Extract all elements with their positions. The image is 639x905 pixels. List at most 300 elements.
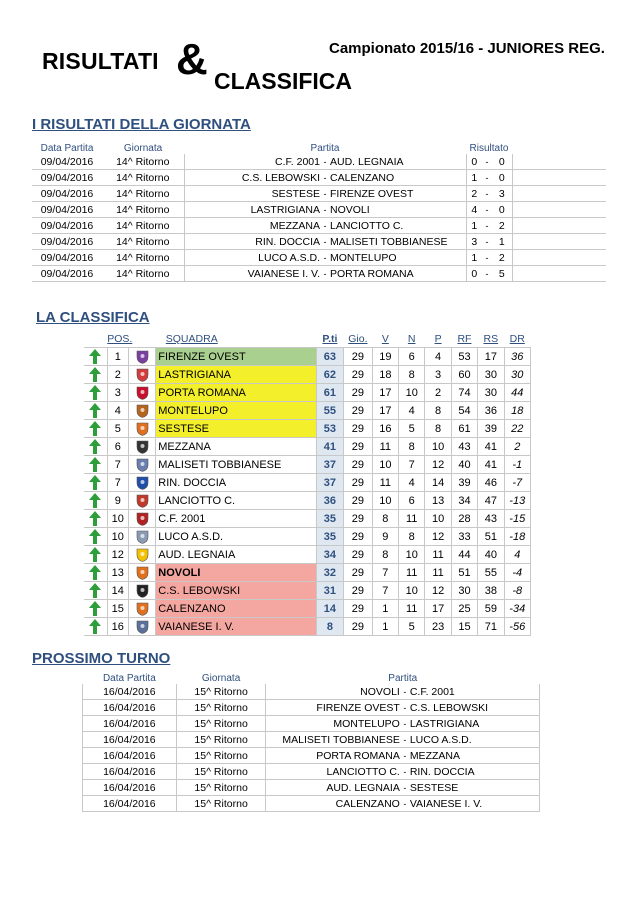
wins: 10: [372, 456, 398, 474]
team-name: NOVOLI: [156, 564, 316, 582]
away-team: AUD. LEGNAIA: [330, 154, 466, 170]
goals-against: 41: [478, 456, 504, 474]
match-date: 16/04/2016: [83, 716, 177, 732]
home-team: LASTRIGIANA: [184, 202, 320, 218]
up-arrow-icon: [89, 457, 101, 472]
goals-for: 60: [451, 366, 477, 384]
away-team: C.S. LEBOWSKI: [410, 700, 540, 716]
goals-for: 33: [451, 528, 477, 546]
table-row: [84, 564, 531, 582]
team-logo-cell: [128, 618, 155, 636]
table-row: [84, 510, 531, 528]
losses: 11: [425, 564, 451, 582]
shield-purple-icon: [136, 350, 149, 364]
wins: 18: [372, 366, 398, 384]
trend-cell: [84, 402, 107, 420]
points: 62: [316, 366, 343, 384]
spacer: [512, 234, 606, 250]
up-arrow-icon: [89, 349, 101, 364]
trend-cell: [84, 456, 107, 474]
position: 7: [107, 474, 128, 492]
goals-for: 43: [451, 438, 477, 456]
losses: 12: [425, 582, 451, 600]
spacer: [512, 202, 606, 218]
col-gio: Gio.: [348, 333, 368, 345]
col-pti: P.ti: [322, 333, 338, 345]
away-team: MALISETI TOBBIANESE: [330, 234, 466, 250]
match-giornata: 14^ Ritorno: [102, 234, 184, 250]
spacer: [512, 266, 606, 282]
table-row: [32, 170, 606, 186]
col-n: N: [407, 333, 416, 345]
wins: 19: [372, 348, 398, 366]
up-arrow-icon: [89, 403, 101, 418]
home-team: LUCO A.S.D.: [184, 250, 320, 266]
col-dr: DR: [509, 333, 525, 345]
goals-for: 34: [451, 492, 477, 510]
table-row: [84, 492, 531, 510]
away-team: MONTELUPO: [330, 250, 466, 266]
prossimo-heading: PROSSIMO TURNO: [32, 650, 171, 667]
goal-difference: -34: [504, 600, 530, 618]
separator: -: [400, 796, 410, 812]
away-goals: 5: [492, 266, 512, 282]
home-team: VAIANESE I. V.: [184, 266, 320, 282]
position: 4: [107, 402, 128, 420]
separator: -: [400, 700, 410, 716]
prossimo-table: [82, 672, 540, 812]
games: 29: [344, 384, 373, 402]
position: 12: [107, 546, 128, 564]
spacer: [512, 170, 606, 186]
points: 8: [316, 618, 343, 636]
wins: 8: [372, 546, 398, 564]
goal-difference: -56: [504, 618, 530, 636]
home-team: C.F. 2001: [184, 154, 320, 170]
trend-cell: [84, 528, 107, 546]
losses: 12: [425, 456, 451, 474]
match-date: 09/04/2016: [32, 250, 102, 266]
draws: 6: [399, 348, 425, 366]
goal-difference: 36: [504, 348, 530, 366]
table-row: [84, 438, 531, 456]
table-row: [32, 218, 606, 234]
team-name: MEZZANA: [156, 438, 316, 456]
col-rs: RS: [483, 333, 499, 345]
up-arrow-icon: [89, 385, 101, 400]
losses: 11: [425, 546, 451, 564]
games: 29: [344, 474, 373, 492]
team-logo-cell: [128, 564, 155, 582]
classifica-heading: LA CLASSIFICA: [36, 309, 150, 326]
goals-for: 51: [451, 564, 477, 582]
separator: -: [482, 202, 492, 218]
team-logo-cell: [128, 384, 155, 402]
points: 61: [316, 384, 343, 402]
position: 1: [107, 348, 128, 366]
points: 37: [316, 474, 343, 492]
up-arrow-icon: [89, 565, 101, 580]
goals-for: 15: [451, 618, 477, 636]
goal-difference: -15: [504, 510, 530, 528]
draws: 11: [399, 600, 425, 618]
home-team: C.S. LEBOWSKI: [184, 170, 320, 186]
separator: -: [320, 154, 330, 170]
goals-against: 43: [478, 510, 504, 528]
position: 10: [107, 528, 128, 546]
home-team: SESTESE: [184, 186, 320, 202]
goals-against: 51: [478, 528, 504, 546]
games: 29: [344, 510, 373, 528]
round-red-crest-icon: [136, 386, 149, 400]
team-name: C.S. LEBOWSKI: [156, 582, 316, 600]
spacer: [512, 250, 606, 266]
table-row: [84, 582, 531, 600]
goal-difference: 4: [504, 546, 530, 564]
match-date: 16/04/2016: [83, 796, 177, 812]
home-team: RIN. DOCCIA: [184, 234, 320, 250]
wins: 7: [372, 564, 398, 582]
losses: 23: [425, 618, 451, 636]
goals-against: 30: [478, 384, 504, 402]
up-arrow-icon: [89, 583, 101, 598]
trend-cell: [84, 420, 107, 438]
separator: -: [400, 716, 410, 732]
circle-crest-icon: [136, 530, 149, 544]
match-date: 16/04/2016: [83, 700, 177, 716]
home-team: LANCIOTTO C.: [266, 764, 400, 780]
goals-against: 38: [478, 582, 504, 600]
goal-difference: -4: [504, 564, 530, 582]
away-team: NOVOLI: [330, 202, 466, 218]
table-row: [84, 348, 531, 366]
trend-cell: [84, 510, 107, 528]
losses: 8: [425, 420, 451, 438]
table-row: [83, 764, 540, 780]
separator: -: [320, 234, 330, 250]
separator: -: [400, 764, 410, 780]
match-giornata: 15^ Ritorno: [176, 716, 266, 732]
draws: 4: [399, 402, 425, 420]
team-logo-cell: [128, 456, 155, 474]
up-arrow-icon: [89, 529, 101, 544]
games: 29: [344, 618, 373, 636]
col-rf: RF: [457, 333, 472, 345]
col-giornata: Giornata: [201, 672, 241, 684]
up-arrow-icon: [89, 547, 101, 562]
col-v: V: [381, 333, 389, 345]
goal-difference: -8: [504, 582, 530, 600]
team-logo-cell: [128, 510, 155, 528]
team-logo-cell: [128, 582, 155, 600]
col-data: Data Partita: [102, 672, 156, 684]
team-name: PORTA ROMANA: [156, 384, 316, 402]
team-logo-cell: [128, 438, 155, 456]
team-name: RIN. DOCCIA: [156, 474, 316, 492]
trend-cell: [84, 546, 107, 564]
home-team: AUD. LEGNAIA: [266, 780, 400, 796]
away-goals: 3: [492, 186, 512, 202]
table-row: [84, 546, 531, 564]
match-date: 09/04/2016: [32, 266, 102, 282]
campionato-label: Campionato 2015/16 - JUNIORES REG.: [329, 40, 605, 57]
match-giornata: 15^ Ritorno: [176, 684, 266, 700]
points: 31: [316, 582, 343, 600]
losses: 4: [425, 348, 451, 366]
col-partita: Partita: [388, 672, 418, 684]
draws: 7: [399, 456, 425, 474]
trend-cell: [84, 474, 107, 492]
goals-for: 28: [451, 510, 477, 528]
up-arrow-icon: [89, 619, 101, 634]
goals-for: 39: [451, 474, 477, 492]
team-logo-cell: [128, 474, 155, 492]
goal-difference: 18: [504, 402, 530, 420]
home-goals: 1: [466, 170, 482, 186]
wins: 8: [372, 510, 398, 528]
away-goals: 0: [492, 170, 512, 186]
title-ampersand: &: [176, 35, 208, 84]
match-giornata: 14^ Ritorno: [102, 186, 184, 202]
separator: -: [320, 170, 330, 186]
home-goals: 0: [466, 266, 482, 282]
wins: 10: [372, 492, 398, 510]
trend-cell: [84, 348, 107, 366]
spacer: [512, 186, 606, 202]
yellow-blue-flag-icon: [136, 548, 149, 562]
points: 35: [316, 510, 343, 528]
classifica-table: [84, 331, 531, 636]
team-name: AUD. LEGNAIA: [156, 546, 316, 564]
wins: 17: [372, 402, 398, 420]
separator: -: [400, 748, 410, 764]
col-pos: POS.: [107, 333, 133, 345]
separator: -: [482, 186, 492, 202]
wins: 17: [372, 384, 398, 402]
games: 29: [344, 420, 373, 438]
draws: 5: [399, 420, 425, 438]
match-giornata: 14^ Ritorno: [102, 154, 184, 170]
team-name: LUCO A.S.D.: [156, 528, 316, 546]
position: 2: [107, 366, 128, 384]
title-classifica: CLASSIFICA: [214, 68, 352, 94]
home-team: PORTA ROMANA: [266, 748, 400, 764]
table-row: [32, 234, 606, 250]
points: 32: [316, 564, 343, 582]
team-name: VAIANESE I. V.: [156, 618, 316, 636]
separator: -: [482, 218, 492, 234]
crown-crest-icon: [136, 458, 149, 472]
points: 55: [316, 402, 343, 420]
col-risultato: Risultato: [469, 142, 509, 154]
games: 29: [344, 348, 373, 366]
away-team: VAIANESE I. V.: [410, 796, 540, 812]
goals-against: 47: [478, 492, 504, 510]
up-arrow-icon: [89, 475, 101, 490]
up-arrow-icon: [89, 367, 101, 382]
losses: 8: [425, 402, 451, 420]
team-logo-cell: [128, 546, 155, 564]
red-blue-shield-icon: [136, 494, 149, 508]
draws: 8: [399, 438, 425, 456]
match-date: 09/04/2016: [32, 186, 102, 202]
goals-against: 36: [478, 402, 504, 420]
goals-for: 40: [451, 456, 477, 474]
team-logo-cell: [128, 492, 155, 510]
separator: -: [400, 684, 410, 700]
losses: 10: [425, 438, 451, 456]
goal-difference: 22: [504, 420, 530, 438]
table-row: [83, 684, 540, 700]
table-row: [84, 384, 531, 402]
team-name: SESTESE: [156, 420, 316, 438]
match-giornata: 14^ Ritorno: [102, 170, 184, 186]
separator: -: [320, 266, 330, 282]
match-giornata: 14^ Ritorno: [102, 250, 184, 266]
draws: 11: [399, 564, 425, 582]
goals-against: 17: [478, 348, 504, 366]
away-team: RIN. DOCCIA: [410, 764, 540, 780]
col-partita: Partita: [310, 142, 340, 154]
orange-shield-icon: [136, 602, 149, 616]
points: 36: [316, 492, 343, 510]
games: 29: [344, 528, 373, 546]
position: 13: [107, 564, 128, 582]
draws: 8: [399, 528, 425, 546]
team-logo-cell: [128, 402, 155, 420]
match-giornata: 15^ Ritorno: [176, 732, 266, 748]
table-row: [83, 716, 540, 732]
separator: -: [320, 250, 330, 266]
games: 29: [344, 402, 373, 420]
wins: 11: [372, 438, 398, 456]
home-team: NOVOLI: [266, 684, 400, 700]
away-team: LASTRIGIANA: [410, 716, 540, 732]
draws: 4: [399, 474, 425, 492]
trend-cell: [84, 438, 107, 456]
goals-for: 74: [451, 384, 477, 402]
team-logo-cell: [128, 366, 155, 384]
col-p: P: [434, 333, 442, 345]
match-giornata: 14^ Ritorno: [102, 202, 184, 218]
separator: -: [320, 218, 330, 234]
away-team: MEZZANA: [410, 748, 540, 764]
team-name: FIRENZE OVEST: [156, 348, 316, 366]
away-team: CALENZANO: [330, 170, 466, 186]
wins: 7: [372, 582, 398, 600]
away-team: C.F. 2001: [410, 684, 540, 700]
table-row: [83, 748, 540, 764]
separator: -: [482, 266, 492, 282]
goal-difference: -1: [504, 456, 530, 474]
trend-cell: [84, 366, 107, 384]
goals-against: 39: [478, 420, 504, 438]
draws: 10: [399, 546, 425, 564]
table-row: [83, 796, 540, 812]
position: 3: [107, 384, 128, 402]
trend-cell: [84, 492, 107, 510]
spacer: [512, 218, 606, 234]
draws: 10: [399, 384, 425, 402]
team-name: MONTELUPO: [156, 402, 316, 420]
round-badge-icon: [136, 620, 149, 634]
position: 14: [107, 582, 128, 600]
goal-difference: -18: [504, 528, 530, 546]
match-giornata: 15^ Ritorno: [176, 700, 266, 716]
goals-against: 40: [478, 546, 504, 564]
goal-difference: 2: [504, 438, 530, 456]
up-arrow-icon: [89, 511, 101, 526]
goals-against: 59: [478, 600, 504, 618]
match-date: 09/04/2016: [32, 218, 102, 234]
trend-cell: [84, 564, 107, 582]
draws: 6: [399, 492, 425, 510]
trend-cell: [84, 582, 107, 600]
away-team: PORTA ROMANA: [330, 266, 466, 282]
games: 29: [344, 564, 373, 582]
games: 29: [344, 600, 373, 618]
home-goals: 1: [466, 250, 482, 266]
team-logo-cell: [128, 420, 155, 438]
wins: 9: [372, 528, 398, 546]
team-logo-cell: [128, 528, 155, 546]
title-risultati: RISULTATI: [42, 48, 159, 74]
separator: -: [482, 234, 492, 250]
match-date: 16/04/2016: [83, 684, 177, 700]
separator: -: [320, 186, 330, 202]
match-date: 09/04/2016: [32, 202, 102, 218]
orange-round-crest-icon: [136, 566, 149, 580]
goals-against: 46: [478, 474, 504, 492]
match-date: 09/04/2016: [32, 154, 102, 170]
losses: 17: [425, 600, 451, 618]
oval-badge-icon: [136, 440, 149, 454]
match-giornata: 15^ Ritorno: [176, 780, 266, 796]
match-date: 16/04/2016: [83, 764, 177, 780]
pennant-crest-icon: [136, 512, 149, 526]
goal-difference: -7: [504, 474, 530, 492]
trend-cell: [84, 600, 107, 618]
spacer: [512, 154, 606, 170]
games: 29: [344, 546, 373, 564]
team-name: LASTRIGIANA: [156, 366, 316, 384]
home-team: MALISETI TOBBIANESE: [266, 732, 400, 748]
up-arrow-icon: [89, 493, 101, 508]
table-row: [83, 780, 540, 796]
goals-for: 25: [451, 600, 477, 618]
table-row: [84, 528, 531, 546]
points: 41: [316, 438, 343, 456]
games: 29: [344, 492, 373, 510]
match-date: 09/04/2016: [32, 170, 102, 186]
castle-crest-icon: [136, 404, 149, 418]
home-team: MONTELUPO: [266, 716, 400, 732]
losses: 2: [425, 384, 451, 402]
away-team: FIRENZE OVEST: [330, 186, 466, 202]
up-arrow-icon: [89, 421, 101, 436]
home-team: CALENZANO: [266, 796, 400, 812]
games: 29: [344, 582, 373, 600]
points: 34: [316, 546, 343, 564]
home-goals: 0: [466, 154, 482, 170]
away-goals: 1: [492, 234, 512, 250]
dark-shield-icon: [136, 584, 149, 598]
table-row: [32, 266, 606, 282]
goals-against: 41: [478, 438, 504, 456]
team-logo-cell: [128, 348, 155, 366]
match-date: 16/04/2016: [83, 780, 177, 796]
match-giornata: 15^ Ritorno: [176, 748, 266, 764]
